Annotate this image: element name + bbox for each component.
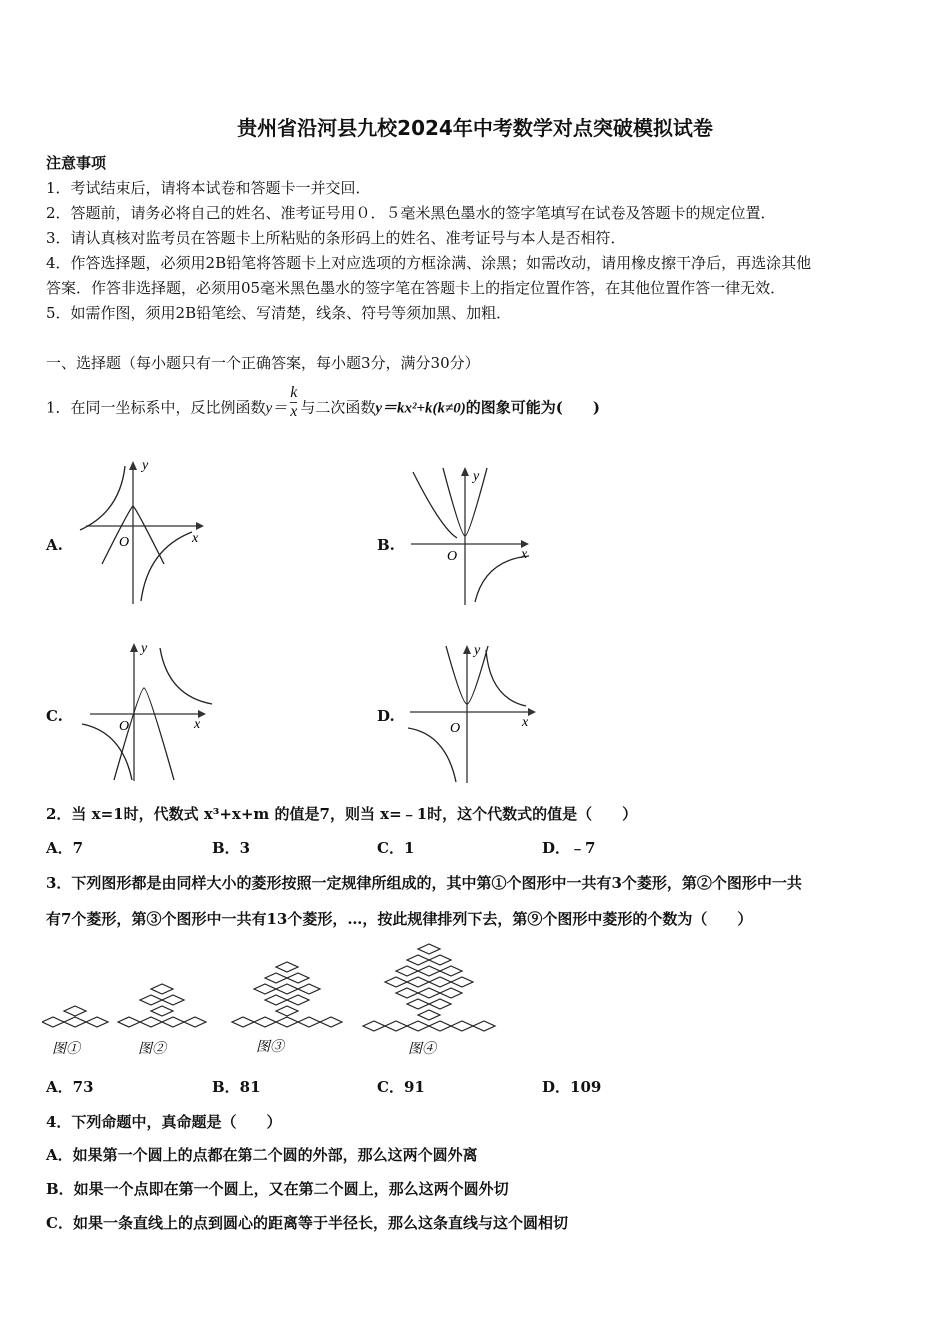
graph-d: [404, 640, 544, 785]
x-label: x: [192, 531, 199, 546]
x-label: x: [522, 715, 529, 730]
x-axis-arrow: [196, 522, 204, 530]
rhombus: [429, 999, 451, 1009]
q1-fraction: [290, 384, 297, 421]
rhombus: [151, 1006, 173, 1016]
rhombus: [276, 984, 298, 994]
rhombus: [473, 1021, 495, 1031]
q1-y-eq: y＝: [265, 400, 288, 417]
notice-heading: 注意事项: [46, 154, 107, 172]
origin-label: O: [447, 549, 458, 564]
q1-option-c-label: C.: [46, 707, 63, 725]
q2-option-a: A．7: [46, 839, 84, 857]
y-axis-arrow: [463, 645, 471, 654]
rhombus: [276, 962, 298, 972]
rhombus: [184, 1017, 206, 1027]
rhombus: [276, 1017, 298, 1027]
q2-option-b: B．3: [212, 839, 251, 857]
rhombus: [298, 1017, 320, 1027]
q1-prefix: 1．在同一坐标系中，反比例函数: [46, 398, 266, 417]
rhombus: [363, 1021, 385, 1031]
rhombus: [298, 984, 320, 994]
q1-frac-den: x: [290, 403, 298, 420]
question-1: [46, 384, 600, 427]
rhombus: [287, 995, 309, 1005]
rhombus: [407, 977, 429, 987]
question-3-line-2: 有7个菱形，第③个图形中一共有13个菱形，…，按此规律排列下去，第⑨个图形中菱形的个数为（ ）: [46, 910, 753, 928]
origin-label: O: [450, 721, 461, 736]
y-axis-arrow: [461, 467, 469, 476]
rhombus: [407, 999, 429, 1009]
graph-a: [72, 456, 207, 606]
rhombus: [385, 977, 407, 987]
rhombus: [86, 1017, 108, 1027]
q1-quadratic: y＝kx²+k(k≠0): [375, 400, 466, 417]
figure-label-2: 图②: [138, 1042, 166, 1057]
notice-item: 1．考试结束后，请将本试卷和答题卡一并交回．: [46, 179, 371, 197]
origin-label: O: [119, 719, 130, 734]
rhombus: [265, 973, 287, 983]
y-axis-arrow: [130, 643, 138, 652]
q1-option-a-label: A.: [46, 536, 63, 554]
rhombus: [276, 1006, 298, 1016]
hyperbola-branch: [80, 466, 125, 530]
q4-option-a: A．如果第一个圆上的点都在第二个圆的外部，那么这两个圆外离: [46, 1146, 478, 1164]
question-2: 2．当 x=1时，代数式 x³+x+m 的值是7，则当 x=﹣1时，这个代数式的值是（ ）: [46, 805, 638, 823]
rhombus: [396, 988, 418, 998]
notice-item: 3．请认真核对监考员在答题卡上所粘贴的条形码上的姓名、准考证号与本人是否相符．: [46, 229, 626, 247]
rhombus: [407, 1021, 429, 1031]
rhombus: [418, 944, 440, 954]
y-axis-arrow: [129, 461, 137, 470]
y-label: y: [473, 469, 480, 484]
question-3-line-1: 3．下列图形都是由同样大小的菱形按照一定规律所组成的，其中第①个图形中一共有3个菱形，第②个图形中一共: [46, 874, 802, 892]
rhombus: [254, 984, 276, 994]
rhombus: [429, 977, 451, 987]
x-label: x: [194, 717, 201, 732]
rhombus: [162, 1017, 184, 1027]
question-4: 4．下列命题中，真命题是（ ）: [46, 1113, 282, 1131]
hyperbola-branch: [160, 648, 212, 704]
y-label: y: [474, 643, 481, 658]
hyperbola-branch: [486, 650, 526, 706]
q3-option-a: A．73: [46, 1078, 94, 1096]
rhombus: [140, 995, 162, 1005]
notice-item: 答案．作答非选择题，必须用05毫米黑色墨水的签字笔在答题卡上的指定位置作答，在其他位置作答一律无效．: [46, 279, 786, 297]
notice-item: 2．答题前，请务必将自己的姓名、准考证号用０．５毫米黑色墨水的签字笔填写在试卷及答题卡的规定位置．: [46, 204, 776, 222]
figure-label-4: 图④: [408, 1042, 436, 1057]
x-label: x: [521, 547, 528, 562]
q3-option-c: C．91: [377, 1078, 425, 1096]
rhombus: [265, 995, 287, 1005]
rhombus: [287, 973, 309, 983]
rhombus: [429, 955, 451, 965]
origin-label: O: [119, 535, 130, 550]
rhombus: [385, 1021, 407, 1031]
rhombus: [140, 1017, 162, 1027]
rhombus: [418, 966, 440, 976]
rhombus-figures: [42, 940, 502, 1062]
rhombus: [440, 966, 462, 976]
figure-label-1: 图①: [52, 1042, 80, 1057]
rhombus: [451, 977, 473, 987]
rhombus: [429, 1021, 451, 1031]
parabola: [114, 688, 174, 780]
rhombus: [118, 1017, 140, 1027]
page-title: 贵州省沿河县九校2024年中考数学对点突破模拟试卷: [237, 116, 713, 140]
rhombus: [440, 988, 462, 998]
q4-option-c: C．如果一条直线上的点到圆心的距离等于半径长，那么这条直线与这个圆相切: [46, 1214, 568, 1232]
y-label: y: [141, 641, 148, 656]
hyperbola-branch: [141, 532, 192, 601]
rhombus: [418, 988, 440, 998]
rhombus: [42, 1017, 64, 1027]
q1-middle: 与二次函数: [300, 398, 376, 417]
q1-option-b-label: B.: [377, 536, 395, 554]
x-axis-arrow: [528, 708, 536, 716]
graph-b: [403, 462, 538, 607]
q3-option-b: B．81: [212, 1078, 261, 1096]
rhombus: [407, 955, 429, 965]
q1-option-d-label: D.: [377, 707, 395, 725]
rhombus: [64, 1017, 86, 1027]
rhombus: [254, 1017, 276, 1027]
figure-label-3: 图③: [256, 1040, 284, 1055]
notice-item: 4．作答选择题，必须用2B铅笔将答题卡上对应选项的方框涂满、涂黑；如需改动，请用橡皮擦干净后，再选涂其他: [46, 254, 812, 272]
rhombus: [162, 995, 184, 1005]
rhombus: [232, 1017, 254, 1027]
rhombus: [396, 966, 418, 976]
q1-frac-num: k: [290, 384, 298, 401]
q4-option-b: B．如果一个点即在第一个圆上，又在第二个圆上，那么这两个圆外切: [46, 1180, 509, 1198]
rhombus: [151, 984, 173, 994]
rhombus: [320, 1017, 342, 1027]
rhombus: [418, 1010, 440, 1020]
hyperbola-branch: [408, 728, 456, 782]
hyperbola-branch: [413, 472, 457, 538]
hyperbola-branch: [475, 556, 529, 602]
notice-item: 5．如需作图，须用2B铅笔绘、写清楚，线条、符号等须加黑、加粗．: [46, 304, 512, 322]
q2-option-d: D．﹣7: [542, 839, 596, 857]
rhombus: [64, 1006, 86, 1016]
q2-option-c: C．1: [377, 839, 415, 857]
graph-c: [76, 638, 216, 783]
y-label: y: [142, 458, 149, 473]
rhombus: [451, 1021, 473, 1031]
q3-option-d: D．109: [542, 1078, 602, 1096]
q1-suffix: 的图象可能为( ): [465, 398, 600, 417]
section-heading: 一、选择题（每小题只有一个正确答案，每小题3分，满分30分）: [46, 354, 480, 372]
